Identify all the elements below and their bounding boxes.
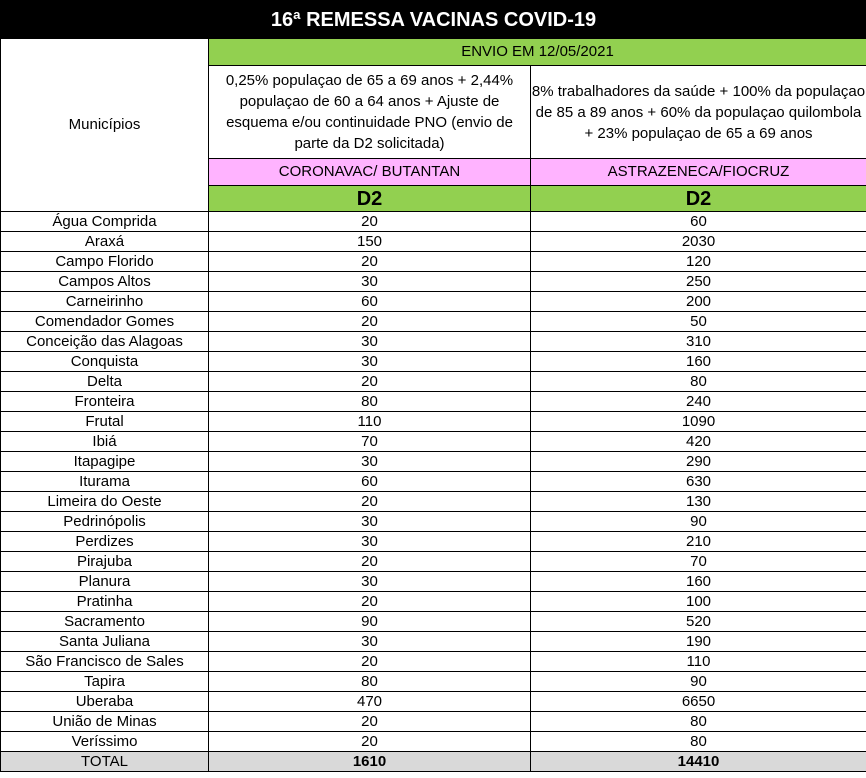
table-row <box>1 512 866 532</box>
municipality-name: Perdizes <box>1 532 209 552</box>
table-row <box>1 212 866 232</box>
astrazeneca-d2-value: 80 <box>531 732 866 752</box>
municipality-name: Fronteira <box>1 392 209 412</box>
coronavac-d2-value: 70 <box>209 432 531 452</box>
coronavac-d2-value: 20 <box>209 312 531 332</box>
astrazeneca-d2-value: 6650 <box>531 692 866 712</box>
municipality-name: Água Comprida <box>1 212 209 232</box>
municipality-name: Conquista <box>1 352 209 372</box>
coronavac-d2-value: 20 <box>209 732 531 752</box>
astrazeneca-d2-value: 310 <box>531 332 866 352</box>
municipality-name: Conceição das Alagoas <box>1 332 209 352</box>
table-row <box>1 472 866 492</box>
coronavac-d2-value: 20 <box>209 652 531 672</box>
astrazeneca-d2-value: 130 <box>531 492 866 512</box>
total-coronavac: 1610 <box>209 752 531 772</box>
table-row <box>1 712 866 732</box>
coronavac-d2-value: 80 <box>209 672 531 692</box>
table-row <box>1 272 866 292</box>
astrazeneca-d2-value: 80 <box>531 712 866 732</box>
municipality-name: Pratinha <box>1 592 209 612</box>
astrazeneca-d2-value: 60 <box>531 212 866 232</box>
astrazeneca-d2-value: 1090 <box>531 412 866 432</box>
astrazeneca-d2-value: 50 <box>531 312 866 332</box>
coronavac-d2-value: 30 <box>209 352 531 372</box>
coronavac-d2-value: 150 <box>209 232 531 252</box>
table-row <box>1 412 866 432</box>
table-row <box>1 552 866 572</box>
municipality-name: Limeira do Oeste <box>1 492 209 512</box>
astrazeneca-d2-value: 160 <box>531 572 866 592</box>
municipality-name: Carneirinho <box>1 292 209 312</box>
municipality-name: Araxá <box>1 232 209 252</box>
municipality-name: Iturama <box>1 472 209 492</box>
coronavac-d2-value: 30 <box>209 632 531 652</box>
astrazeneca-d2-value: 80 <box>531 372 866 392</box>
astrazeneca-d2-value: 520 <box>531 612 866 632</box>
total-astrazeneca: 14410 <box>531 752 866 772</box>
table-row <box>1 372 866 392</box>
municipality-name: Campo Florido <box>1 252 209 272</box>
astrazeneca-d2-value: 290 <box>531 452 866 472</box>
municipality-name: União de Minas <box>1 712 209 732</box>
coronavac-d2-value: 30 <box>209 512 531 532</box>
municipality-name: Campos Altos <box>1 272 209 292</box>
municipality-name: Ibiá <box>1 432 209 452</box>
table-row <box>1 632 866 652</box>
astrazeneca-d2-value: 210 <box>531 532 866 552</box>
municipality-name: Veríssimo <box>1 732 209 752</box>
municipality-name: Pedrinópolis <box>1 512 209 532</box>
coronavac-d2-value: 20 <box>209 712 531 732</box>
coronavac-vaccine-label: CORONAVAC/ BUTANTAN <box>209 159 531 186</box>
astrazeneca-d2-value: 250 <box>531 272 866 292</box>
astrazeneca-d2-value: 90 <box>531 512 866 532</box>
astrazeneca-d2-value: 90 <box>531 672 866 692</box>
astrazeneca-d2-value: 110 <box>531 652 866 672</box>
municipality-name: Planura <box>1 572 209 592</box>
astrazeneca-d2-value: 190 <box>531 632 866 652</box>
astrazeneca-d2-value: 240 <box>531 392 866 412</box>
municipality-name: Santa Juliana <box>1 632 209 652</box>
table-row <box>1 612 866 632</box>
coronavac-d2-value: 20 <box>209 592 531 612</box>
table-row <box>1 312 866 332</box>
table-row <box>1 332 866 352</box>
astrazeneca-d2-value: 100 <box>531 592 866 612</box>
table-row <box>1 432 866 452</box>
table-row <box>1 352 866 372</box>
coronavac-d2-value: 30 <box>209 272 531 292</box>
municipality-name: Itapagipe <box>1 452 209 472</box>
municipality-name: Comendador Gomes <box>1 312 209 332</box>
coronavac-d2-value: 80 <box>209 392 531 412</box>
table-row <box>1 592 866 612</box>
coronavac-d2-value: 30 <box>209 532 531 552</box>
astrazeneca-vaccine-label: ASTRAZENECA/FIOCRUZ <box>531 159 866 186</box>
table-row <box>1 672 866 692</box>
coronavac-d2-value: 60 <box>209 292 531 312</box>
astrazeneca-description: 8% trabalhadores da saúde + 100% da populaçao de 85 a 89 anos + 60% da populaçao quilombola + 23% populaçao de 65 a 69 anos <box>531 66 866 159</box>
coronavac-d2-value: 20 <box>209 372 531 392</box>
coronavac-d2-value: 20 <box>209 212 531 232</box>
table-row <box>1 292 866 312</box>
municipality-name: Pirajuba <box>1 552 209 572</box>
municipality-name: Uberaba <box>1 692 209 712</box>
astrazeneca-d2-value: 120 <box>531 252 866 272</box>
coronavac-d2-value: 30 <box>209 332 531 352</box>
astrazeneca-dose-header: D2 <box>531 186 866 212</box>
total-label: TOTAL <box>1 752 209 772</box>
table-row <box>1 232 866 252</box>
coronavac-d2-value: 30 <box>209 572 531 592</box>
municipality-rows <box>1 212 866 752</box>
table-title: 16ª REMESSA VACINAS COVID-19 <box>1 1 866 39</box>
coronavac-d2-value: 20 <box>209 552 531 572</box>
table-row <box>1 532 866 552</box>
astrazeneca-d2-value: 200 <box>531 292 866 312</box>
table-row <box>1 732 866 752</box>
envio-date: ENVIO EM 12/05/2021 <box>209 39 866 66</box>
coronavac-d2-value: 90 <box>209 612 531 632</box>
astrazeneca-d2-value: 630 <box>531 472 866 492</box>
coronavac-d2-value: 20 <box>209 492 531 512</box>
table-row <box>1 572 866 592</box>
coronavac-d2-value: 20 <box>209 252 531 272</box>
table-row <box>1 652 866 672</box>
table-row <box>1 452 866 472</box>
astrazeneca-d2-value: 420 <box>531 432 866 452</box>
coronavac-description: 0,25% populaçao de 65 a 69 anos + 2,44% populaçao de 60 a 64 anos + Ajuste de esquema e/ou continuidade PNO (envio de parte da D2 solicitada) <box>209 66 531 159</box>
municipality-name: Delta <box>1 372 209 392</box>
astrazeneca-d2-value: 160 <box>531 352 866 372</box>
astrazeneca-d2-value: 2030 <box>531 232 866 252</box>
table-row <box>1 692 866 712</box>
coronavac-d2-value: 470 <box>209 692 531 712</box>
municipality-name: São Francisco de Sales <box>1 652 209 672</box>
table-row <box>1 392 866 412</box>
coronavac-d2-value: 30 <box>209 452 531 472</box>
astrazeneca-d2-value: 70 <box>531 552 866 572</box>
municipality-name: Frutal <box>1 412 209 432</box>
table-row <box>1 252 866 272</box>
municipality-name: Sacramento <box>1 612 209 632</box>
coronavac-d2-value: 110 <box>209 412 531 432</box>
coronavac-dose-header: D2 <box>209 186 531 212</box>
coronavac-d2-value: 60 <box>209 472 531 492</box>
municipios-header: Municípios <box>1 39 209 212</box>
table-row <box>1 492 866 512</box>
municipality-name: Tapira <box>1 672 209 692</box>
